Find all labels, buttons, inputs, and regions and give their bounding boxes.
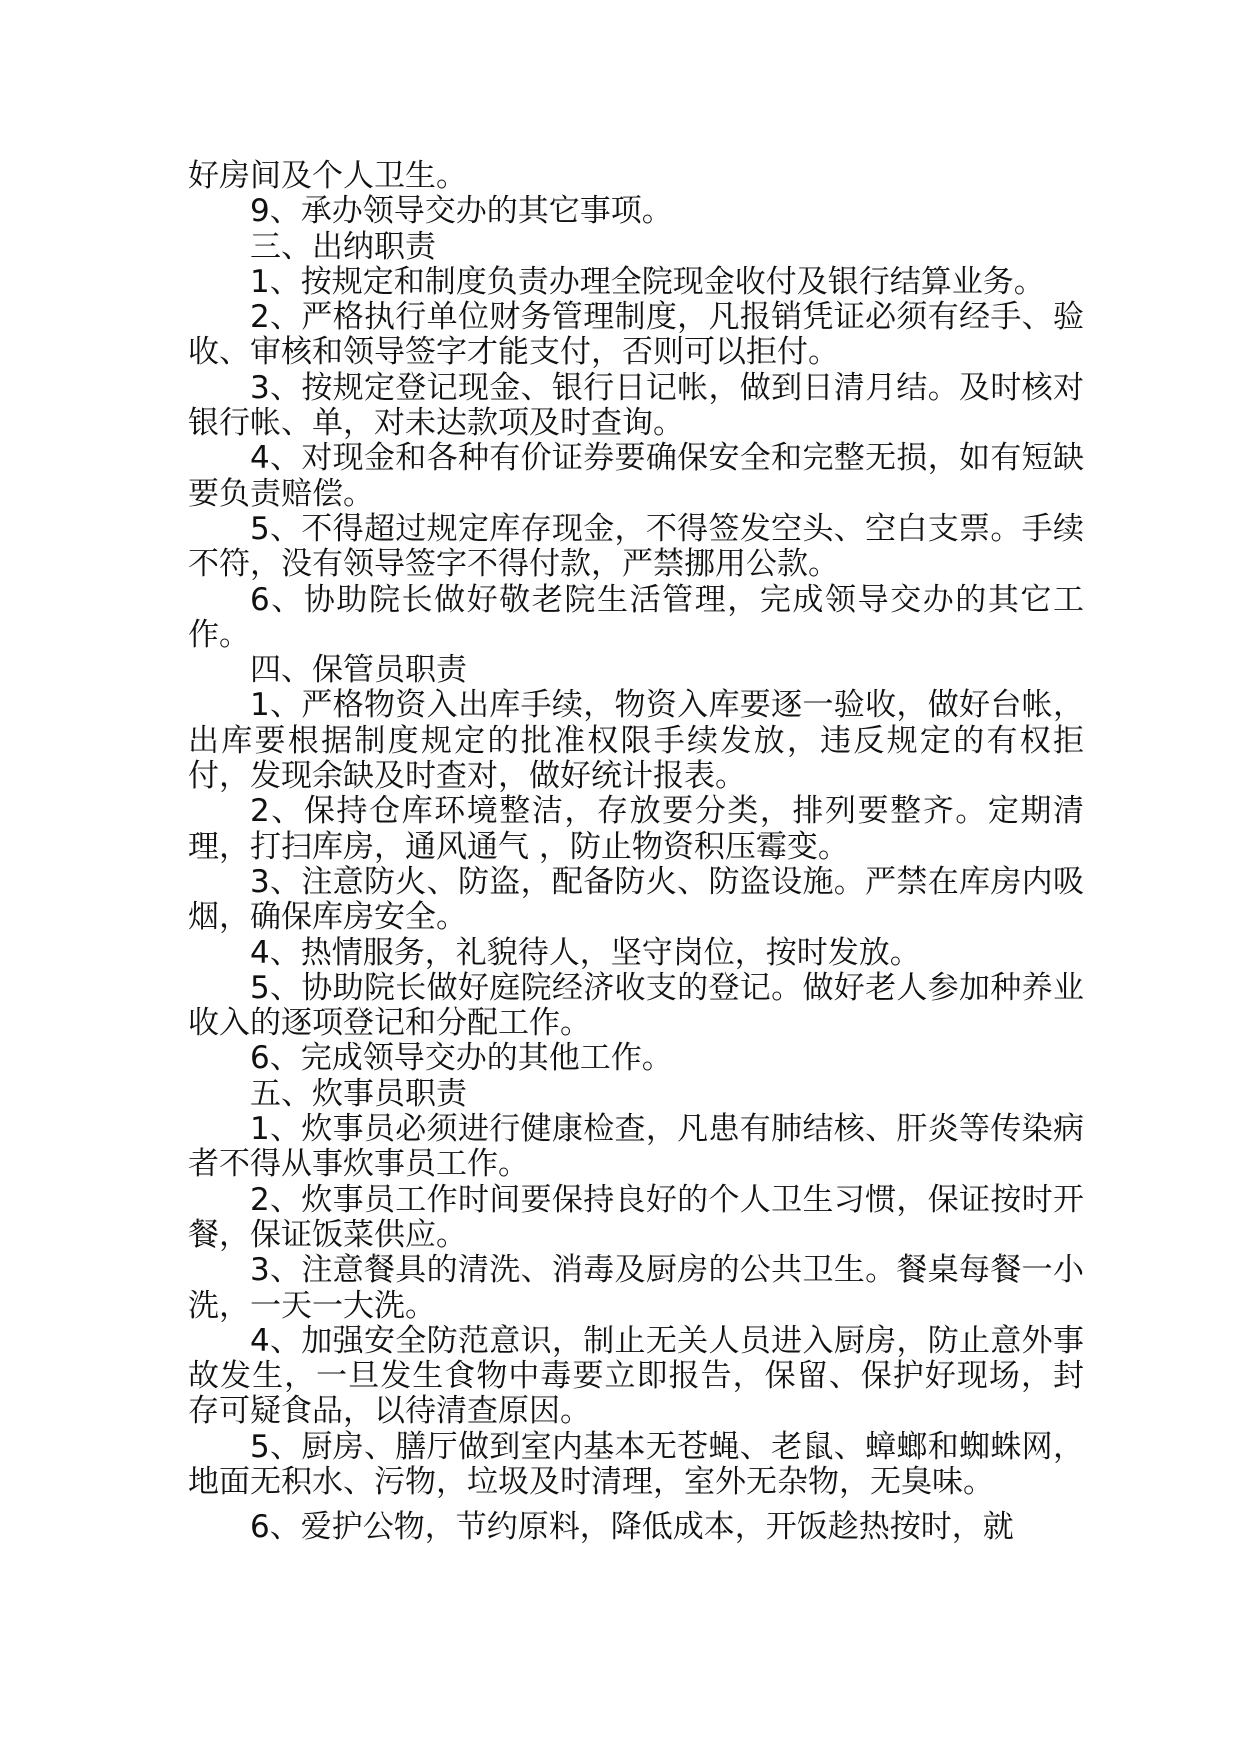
paragraph-item: 4、加强安全防范意识，制止无关人员进入厨房，防止意外事故发生，一旦发生食物中毒要立即报告，保留、保护好现场，封存可疑食品，以待清查原因。	[188, 1322, 1084, 1430]
paragraph-item: 9、承办领导交办的其它事项。	[250, 193, 673, 230]
paragraph-item: 5、厨房、膳厅做到室内基本无苍蝇、老鼠、蟑螂和蜘蛛网，地面无积水、污物，垃圾及时清理，室外无杂物，无臭味。	[188, 1428, 1084, 1500]
paragraph-item: 4、热情服务，礼貌待人，坚守岗位，按时发放。	[250, 934, 921, 971]
paragraph-item: 6、完成领导交办的其他工作。	[250, 1040, 673, 1077]
paragraph-item: 3、注意防火、防盗，配备防火、防盗设施。严禁在库房内吸烟，确保库房安全。	[188, 863, 1084, 936]
paragraph-continuation: 好房间及个人卫生。	[188, 158, 467, 194]
paragraph-item: 3、按规定登记现金、银行日记帐，做到日清月结。及时核对银行帐、单，对未达款项及时查询。	[188, 369, 1084, 442]
paragraph-item: 2、保持仓库环境整洁，存放要分类，排列要整齐。定期清理，打扫库房，通风通气 ，防止物资积压霉变。	[188, 793, 1084, 865]
paragraph-item: 2、严格执行单位财务管理制度，凡报销凭证必须有经手、验收、审核和领导签字才能支付，否则可以拒付。	[188, 299, 1084, 371]
section-heading: 五、炊事员职责	[250, 1075, 467, 1112]
document-body	[188, 159, 1084, 1546]
section-heading: 四、保管员职责	[250, 652, 467, 689]
paragraph-item: 1、炊事员必须进行健康检查，凡患有肺结核、肝炎等传染病者不得从事炊事员工作。	[188, 1111, 1084, 1183]
paragraph-item: 1、按规定和制度负责办理全院现金收付及银行结算业务。	[250, 263, 1045, 300]
paragraph-item: 4、对现金和各种有价证券要确保安全和完整无损，如有短缺要负责赔偿。	[188, 440, 1084, 512]
paragraph-item: 2、炊事员工作时间要保持良好的个人卫生习惯，保证按时开餐，保证饭菜供应。	[188, 1181, 1084, 1253]
paragraph-item: 6、爱护公物，节约原料，降低成本，开饭趁热按时，就	[250, 1509, 1014, 1546]
paragraph-item: 5、不得超过规定库存现金，不得签发空头、空白支票。手续不符，没有领导签字不得付款，严禁挪用公款。	[188, 510, 1084, 583]
paragraph-item: 5、协助院长做好庭院经济收支的登记。做好老人参加种养业收入的逐项登记和分配工作。	[188, 969, 1084, 1042]
section-heading: 三、出纳职责	[250, 228, 436, 265]
paragraph-item: 3、注意餐具的清洗、消毒及厨房的公共卫生。餐桌每餐一小洗，一天一大洗。	[188, 1252, 1084, 1324]
paragraph-item: 1、严格物资入出库手续，物资入库要逐一验收，做好台帐，出库要根据制度规定的批准权限手续发放，违反规定的有权拒付，发现余缺及时查对，做好统计报表。	[188, 687, 1084, 795]
paragraph-item: 6、协助院长做好敬老院生活管理，完成领导交办的其它工作。	[188, 581, 1084, 653]
